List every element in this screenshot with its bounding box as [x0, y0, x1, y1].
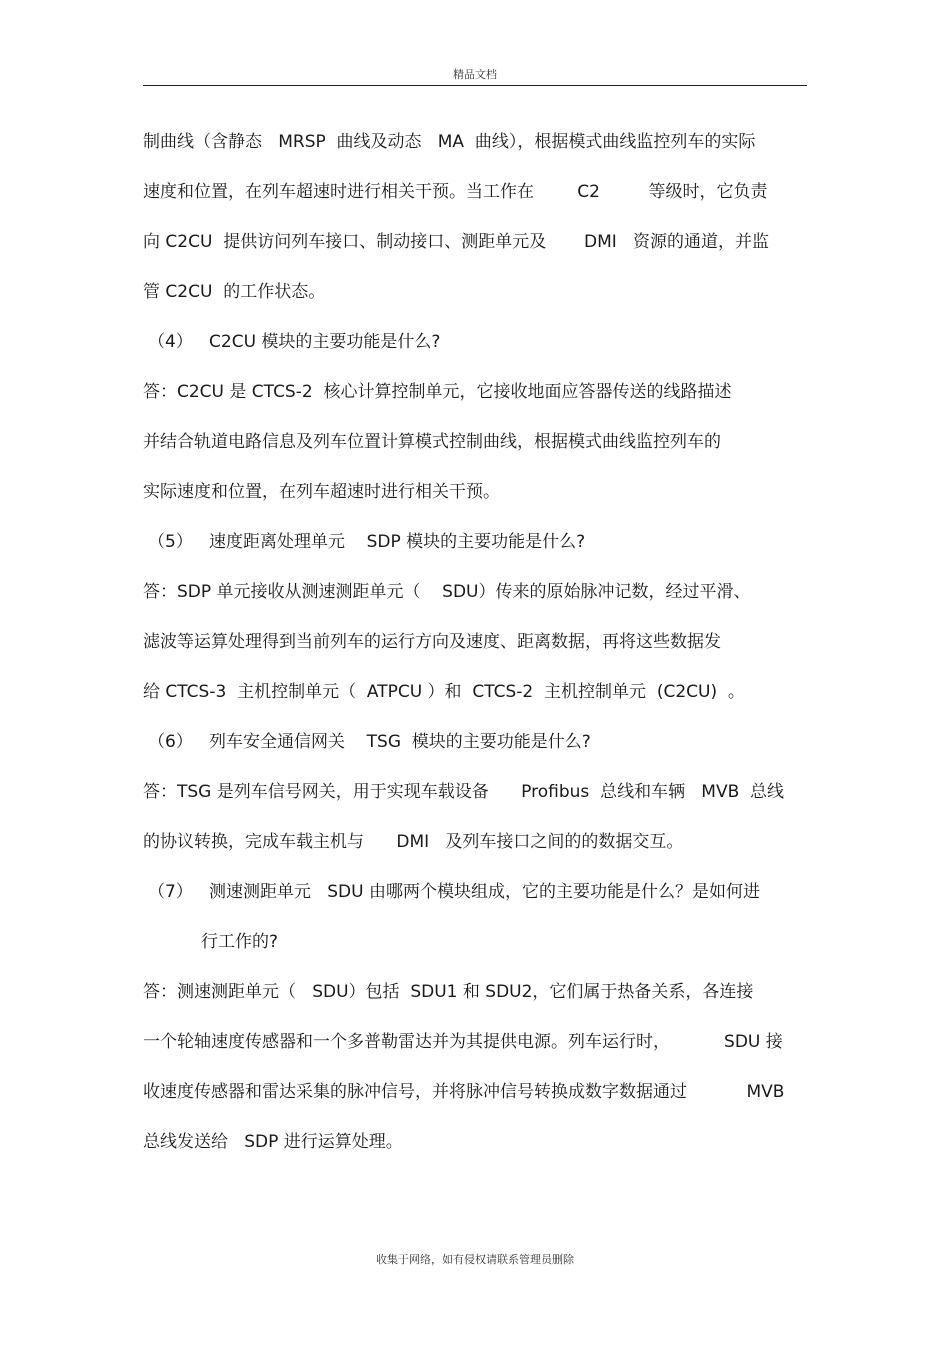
page-header: 精品文档	[453, 68, 497, 81]
text-line: 收速度传感器和雷达采集的脉冲信号，并将脉冲信号转换成数字数据通过 MVB	[143, 1082, 785, 1102]
text-line: 实际速度和位置，在列车超速时进行相关干预。	[143, 482, 500, 502]
text-line: 一个轮轴速度传感器和一个多普勒雷达并为其提供电源。列车运行时， SDU 接	[143, 1032, 783, 1052]
text-line: 速度和位置，在列车超速时进行相关干预。当工作在 C2 等级时，它负责	[143, 182, 768, 202]
question-6: （6） 列车安全通信网关 TSG 模块的主要功能是什么?	[148, 732, 591, 752]
text-line: 给 CTCS-3 主机控制单元（ ATPCU ）和 CTCS-2 主机控制单元 (C2CU) 。	[143, 682, 745, 702]
question-7-continued: 行工作的?	[201, 932, 279, 952]
text-line: 向 C2CU 提供访问列车接口、制动接口、测距单元及 DMI 资源的通道，并监	[143, 232, 770, 252]
answer-line: 答：SDP 单元接收从测速测距单元（ SDU）传来的原始脉冲记数，经过平滑、	[143, 582, 751, 602]
answer-line: 答：TSG 是列车信号网关，用于实现车载设备 Profibus 总线和车辆 MVB 总线	[143, 782, 785, 802]
question-5: （5） 速度距离处理单元 SDP 模块的主要功能是什么?	[148, 532, 586, 552]
text-line: 的协议转换，完成车载主机与 DMI 及列车接口之间的的数据交互。	[143, 832, 684, 852]
text-line: 并结合轨道电路信息及列车位置计算模式控制曲线，根据模式曲线监控列车的	[143, 432, 721, 452]
text-line: 滤波等运算处理得到当前列车的运行方向及速度、距离数据，再将这些数据发	[143, 632, 721, 652]
page-footer: 收集于网络，如有侵权请联系管理员删除	[376, 1253, 574, 1266]
header-rule	[143, 85, 807, 86]
answer-line: 答：测速测距单元（ SDU）包括 SDU1 和 SDU2，它们属于热备关系，各连接	[143, 982, 754, 1002]
text-line: 总线发送给 SDP 进行运算处理。	[143, 1132, 403, 1152]
answer-line: 答：C2CU 是 CTCS-2 核心计算控制单元，它接收地面应答器传送的线路描述	[143, 382, 732, 402]
text-line: 制曲线（含静态 MRSP 曲线及动态 MA 曲线），根据模式曲线监控列车的实际	[143, 132, 756, 152]
question-4: （4） C2CU 模块的主要功能是什么?	[148, 332, 441, 352]
question-7: （7） 测速测距单元 SDU 由哪两个模块组成，它的主要功能是什么？是如何进	[148, 882, 760, 902]
text-line: 管 C2CU 的工作状态。	[143, 282, 326, 302]
